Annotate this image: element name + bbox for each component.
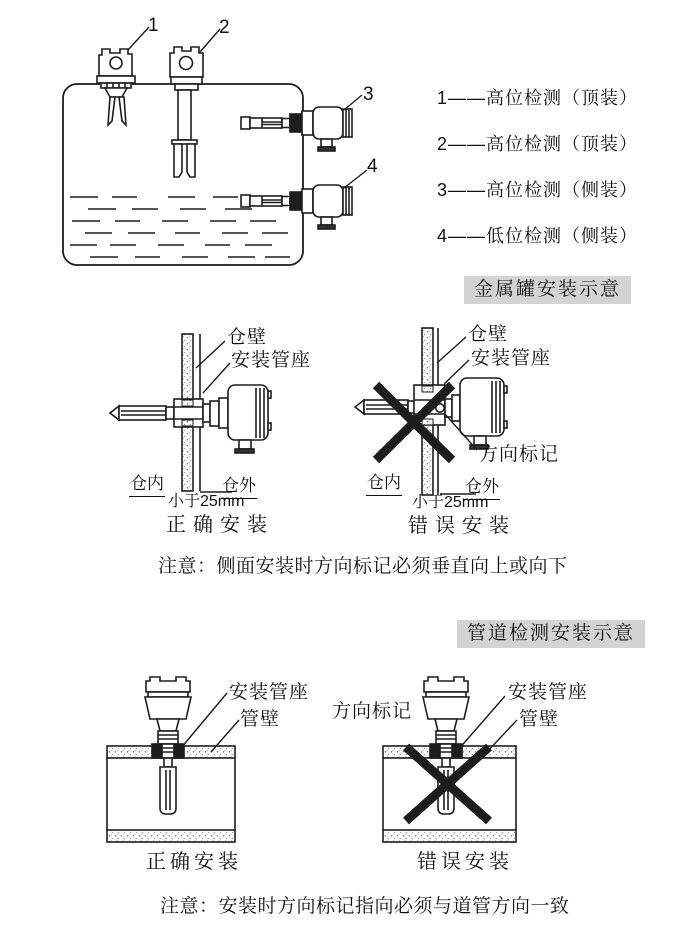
legend-item-3: 3——高位检测（侧装） [437,180,639,200]
direction-mark-label: 方向标记 [332,701,413,722]
pipe-wall-label: 管壁 [240,709,281,730]
callout-3: 3 [363,84,374,105]
pipe-correct-diagram [107,677,239,842]
socket-label: 安装管座 [231,350,312,371]
wall-label: 仓壁 [227,327,268,348]
sensor-head [423,677,469,744]
caption-correct-install: 正确安装 [166,514,274,536]
legend-item-2: 2——高位检测（顶装） [437,134,639,154]
caption-wrong-install: 错误安装 [408,515,516,537]
sensor-housing [228,385,268,440]
tank-diagram [63,27,367,265]
legend-item-4: 4——低位检测（侧装） [437,226,639,246]
inside-bin-label: 仓内 [366,473,402,496]
direction-mark-label: 方向标记 [479,444,560,465]
caption-correct-install: 正确安装 [146,851,242,873]
socket-label: 安装管座 [508,682,589,703]
caption-wrong-install: 错误安装 [417,851,513,873]
pipe-wall-bottom [107,830,235,842]
socket-label: 安装管座 [471,348,552,369]
sensor-head [145,677,191,744]
pipe-wall-label: 管壁 [519,709,560,730]
wall-label: 仓壁 [468,324,509,345]
pipe-mount-note: 注意：安装时方向标记指向必须与道管方向一致 [160,896,570,917]
thickness-label: 小于25mm [412,494,489,511]
outside-bin-label: 仓外 [221,476,257,499]
socket-label: 安装管座 [229,682,310,703]
section-header-pipe: 管道检测安装示意 [457,620,645,648]
callout-4: 4 [367,156,378,177]
side-mount-note: 注意：侧面安装时方向标记必须垂直向上或向下 [158,556,568,577]
sensor-housing [460,378,504,436]
thickness-label: 小于25mm [168,493,245,510]
inside-bin-label: 仓内 [129,474,165,497]
section-header-metal-tank: 金属罐安装示意 [464,276,631,304]
pipe-wall-bottom [383,830,516,842]
legend-item-1: 1——高位检测（顶装） [437,88,639,108]
callout-2: 2 [219,17,230,38]
outside-bin-label: 仓外 [464,477,500,500]
callout-1: 1 [148,15,159,36]
